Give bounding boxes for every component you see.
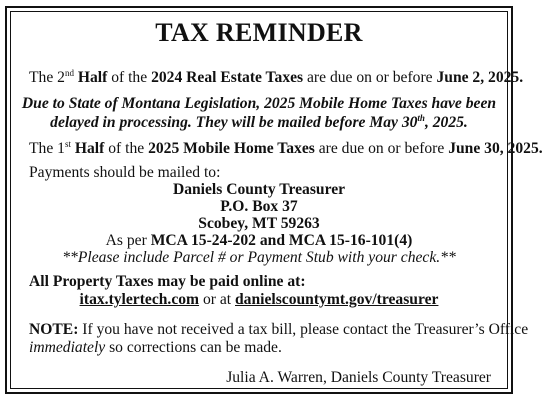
note-line-2 — [29, 338, 497, 357]
real-estate-due-date: June 2, 2025. — [436, 69, 524, 86]
note-text-2: so corrections can be made. — [105, 339, 282, 356]
tax-reminder-notice — [5, 6, 543, 394]
mobile-home-half: Half — [70, 140, 105, 157]
mobile-home-text-3: are due on or before — [314, 140, 449, 157]
address-city: Scobey, MT 59263 — [198, 215, 320, 232]
legislation-ordinal: th — [417, 113, 425, 123]
payments-intro: Payments should be mailed to: — [29, 164, 221, 181]
online-or: or at — [199, 291, 235, 308]
legislation-line-2 — [15, 113, 503, 132]
real-estate-ordinal: nd — [64, 68, 74, 78]
mobile-home-tax-name: 2025 Mobile Home Taxes — [148, 140, 315, 157]
address-name: Daniels County Treasurer — [172, 181, 346, 198]
note-text-1: If you have not received a tax bill, please contact the Treasurer’s Office — [78, 321, 529, 338]
real-estate-tax-name: 2024 Real Estate Taxes — [151, 69, 304, 86]
real-estate-text-2: of the — [107, 69, 152, 86]
real-estate-text-3: are due on or before — [303, 69, 437, 86]
address-po-box: P.O. Box 37 — [220, 198, 298, 215]
notice-title: TAX REMINDER — [155, 18, 363, 47]
real-estate-due-line — [29, 68, 524, 87]
mca-prefix: As per — [105, 232, 151, 249]
mobile-home-text-2: of the — [104, 140, 149, 157]
real-estate-half: Half — [73, 69, 108, 86]
note-line-1 — [29, 320, 529, 339]
treasurer-signature: Julia A. Warren, Daniels County Treasurer — [226, 369, 491, 386]
mobile-home-ordinal: st — [64, 139, 71, 149]
mca-ref-1: MCA 15-24-202 — [150, 232, 256, 249]
parcel-note: **Please include Parcel # or Payment Stub with your check.** — [62, 249, 456, 266]
mca-ref-2: MCA 15-16-101(4) — [288, 232, 413, 249]
legislation-line-1: Due to State of Montana Legislation, 2025 Mobile Home Taxes have been — [21, 95, 497, 112]
online-links — [15, 290, 503, 309]
note-emphasis: immediately — [29, 339, 106, 356]
note-label: NOTE: — [29, 321, 79, 338]
daniels-county-link[interactable]: danielscountymt.gov/treasurer — [235, 291, 439, 308]
legislation-year: , 2025. — [424, 114, 468, 131]
tylertech-link[interactable]: itax.tylertech.com — [79, 291, 200, 308]
legislation-text: delayed in processing. They will be mailed before May 30 — [50, 114, 418, 131]
online-heading: All Property Taxes may be paid online at: — [29, 273, 306, 290]
mca-and: and — [255, 232, 289, 249]
mobile-home-due-line — [29, 139, 543, 158]
mobile-home-text-1: The 1 — [29, 140, 65, 157]
real-estate-text-1: The 2 — [29, 69, 65, 86]
mobile-home-due-date: June 30, 2025. — [448, 140, 543, 157]
